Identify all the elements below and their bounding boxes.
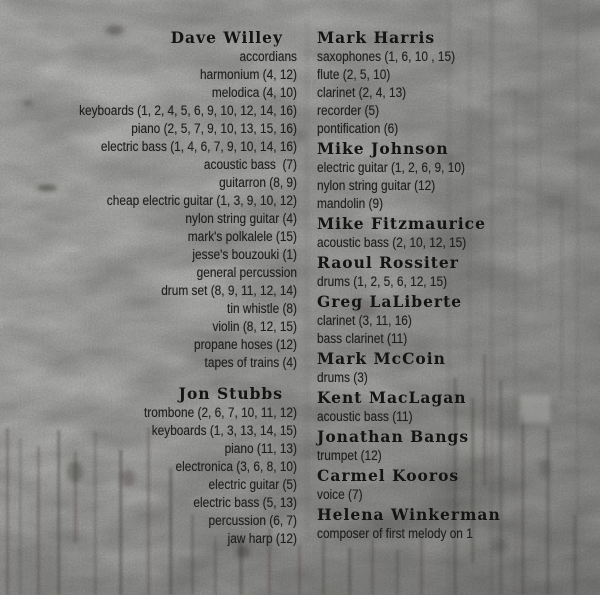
artist-name: Helena Winkerman bbox=[317, 505, 501, 524]
artist-name: Kent MacLagan bbox=[317, 388, 467, 407]
artist-name: Mark McCoin bbox=[317, 349, 446, 368]
credit-section bbox=[317, 387, 600, 426]
credit-section bbox=[317, 252, 600, 291]
credit-item: percussion (6, 7) bbox=[208, 513, 297, 528]
credit-item: tin whistle (8) bbox=[227, 301, 297, 316]
credit-section bbox=[0, 383, 297, 548]
credit-item: nylon string guitar (12) bbox=[317, 178, 436, 193]
credit-item: cheap electric guitar (1, 3, 9, 10, 12) bbox=[106, 193, 297, 208]
credit-item: clarinet (3, 11, 16) bbox=[317, 313, 412, 328]
artist-name: Carmel Kooros bbox=[317, 466, 460, 485]
credit-item: electric guitar (5) bbox=[208, 477, 297, 492]
credit-item: acoustic bass (7) bbox=[203, 157, 297, 172]
credit-item: acoustic bass (2, 10, 12, 15) bbox=[317, 235, 467, 250]
credit-item: violin (8, 12, 15) bbox=[212, 319, 297, 334]
artist-name: Raoul Rossiter bbox=[317, 253, 459, 272]
credit-item: trumpet (12) bbox=[317, 448, 382, 463]
credit-item: mandolin (9) bbox=[317, 196, 384, 211]
credit-item: drums (1, 2, 5, 6, 12, 15) bbox=[317, 274, 448, 289]
credit-item: flute (2, 5, 10) bbox=[317, 67, 391, 82]
credits-column-right bbox=[317, 27, 600, 543]
credit-item: keyboards (1, 2, 4, 5, 6, 9, 10, 12, 14, 16) bbox=[79, 103, 297, 118]
credit-item: clarinet (2, 4, 13) bbox=[317, 85, 407, 100]
credit-item: electric bass (5, 13) bbox=[193, 495, 297, 510]
credit-item: melodica (4, 10) bbox=[211, 85, 297, 100]
artist-name: Jonathan Bangs bbox=[317, 427, 470, 446]
credit-section bbox=[317, 138, 600, 213]
credit-item: bass clarinet (11) bbox=[317, 331, 408, 346]
credit-section bbox=[317, 465, 600, 504]
credit-item: propane hoses (12) bbox=[193, 337, 297, 352]
artist-name: Greg LaLiberte bbox=[317, 292, 463, 311]
credit-item: piano (11, 13) bbox=[224, 441, 297, 456]
artist-name: Mike Fitzmaurice bbox=[317, 214, 486, 233]
credit-item: recorder (5) bbox=[317, 103, 380, 118]
credit-item: electronica (3, 6, 8, 10) bbox=[175, 459, 297, 474]
credit-item: piano (2, 5, 7, 9, 10, 13, 15, 16) bbox=[131, 121, 297, 136]
credit-item: voice (7) bbox=[317, 487, 363, 502]
artist-name: Jon Stubbs bbox=[178, 384, 283, 403]
credit-section bbox=[317, 426, 600, 465]
credit-section bbox=[317, 291, 600, 348]
credit-item: tapes of trains (4) bbox=[204, 355, 297, 370]
credit-item: harmonium (4, 12) bbox=[199, 67, 297, 82]
artist-name: Dave Willey bbox=[170, 28, 283, 47]
credit-section bbox=[317, 27, 600, 138]
credit-item: acoustic bass (11) bbox=[317, 409, 413, 424]
credit-item: keyboards (1, 3, 13, 14, 15) bbox=[151, 423, 297, 438]
credit-item: jesse's bouzouki (1) bbox=[192, 247, 297, 262]
credit-item: pontification (6) bbox=[317, 121, 399, 136]
credit-item: mark's polkalele (15) bbox=[187, 229, 297, 244]
credit-item: nylon string guitar (4) bbox=[185, 211, 297, 226]
credit-item: composer of first melody on 1 bbox=[317, 526, 473, 541]
artist-name: Mark Harris bbox=[317, 28, 436, 47]
credit-item: guitarron (8, 9) bbox=[219, 175, 297, 190]
credit-section bbox=[317, 348, 600, 387]
credits-column-left bbox=[0, 27, 297, 548]
artist-name: Mike Johnson bbox=[317, 139, 449, 158]
credit-section bbox=[317, 504, 600, 543]
credit-item: jaw harp (12) bbox=[227, 531, 297, 546]
credit-item: electric bass (1, 4, 6, 7, 9, 10, 14, 16) bbox=[100, 139, 297, 154]
credit-item: saxophones (1, 6, 10 , 15) bbox=[317, 49, 456, 64]
credit-item: accordians bbox=[239, 49, 297, 64]
credit-section bbox=[0, 27, 297, 372]
credit-item: drums (3) bbox=[317, 370, 368, 385]
credit-item: electric guitar (1, 2, 6, 9, 10) bbox=[317, 160, 465, 175]
credit-item: drum set (8, 9, 11, 12, 14) bbox=[161, 283, 297, 298]
credit-item: trombone (2, 6, 7, 10, 11, 12) bbox=[144, 405, 297, 420]
credit-section bbox=[317, 213, 600, 252]
credit-item: general percussion bbox=[196, 265, 297, 280]
